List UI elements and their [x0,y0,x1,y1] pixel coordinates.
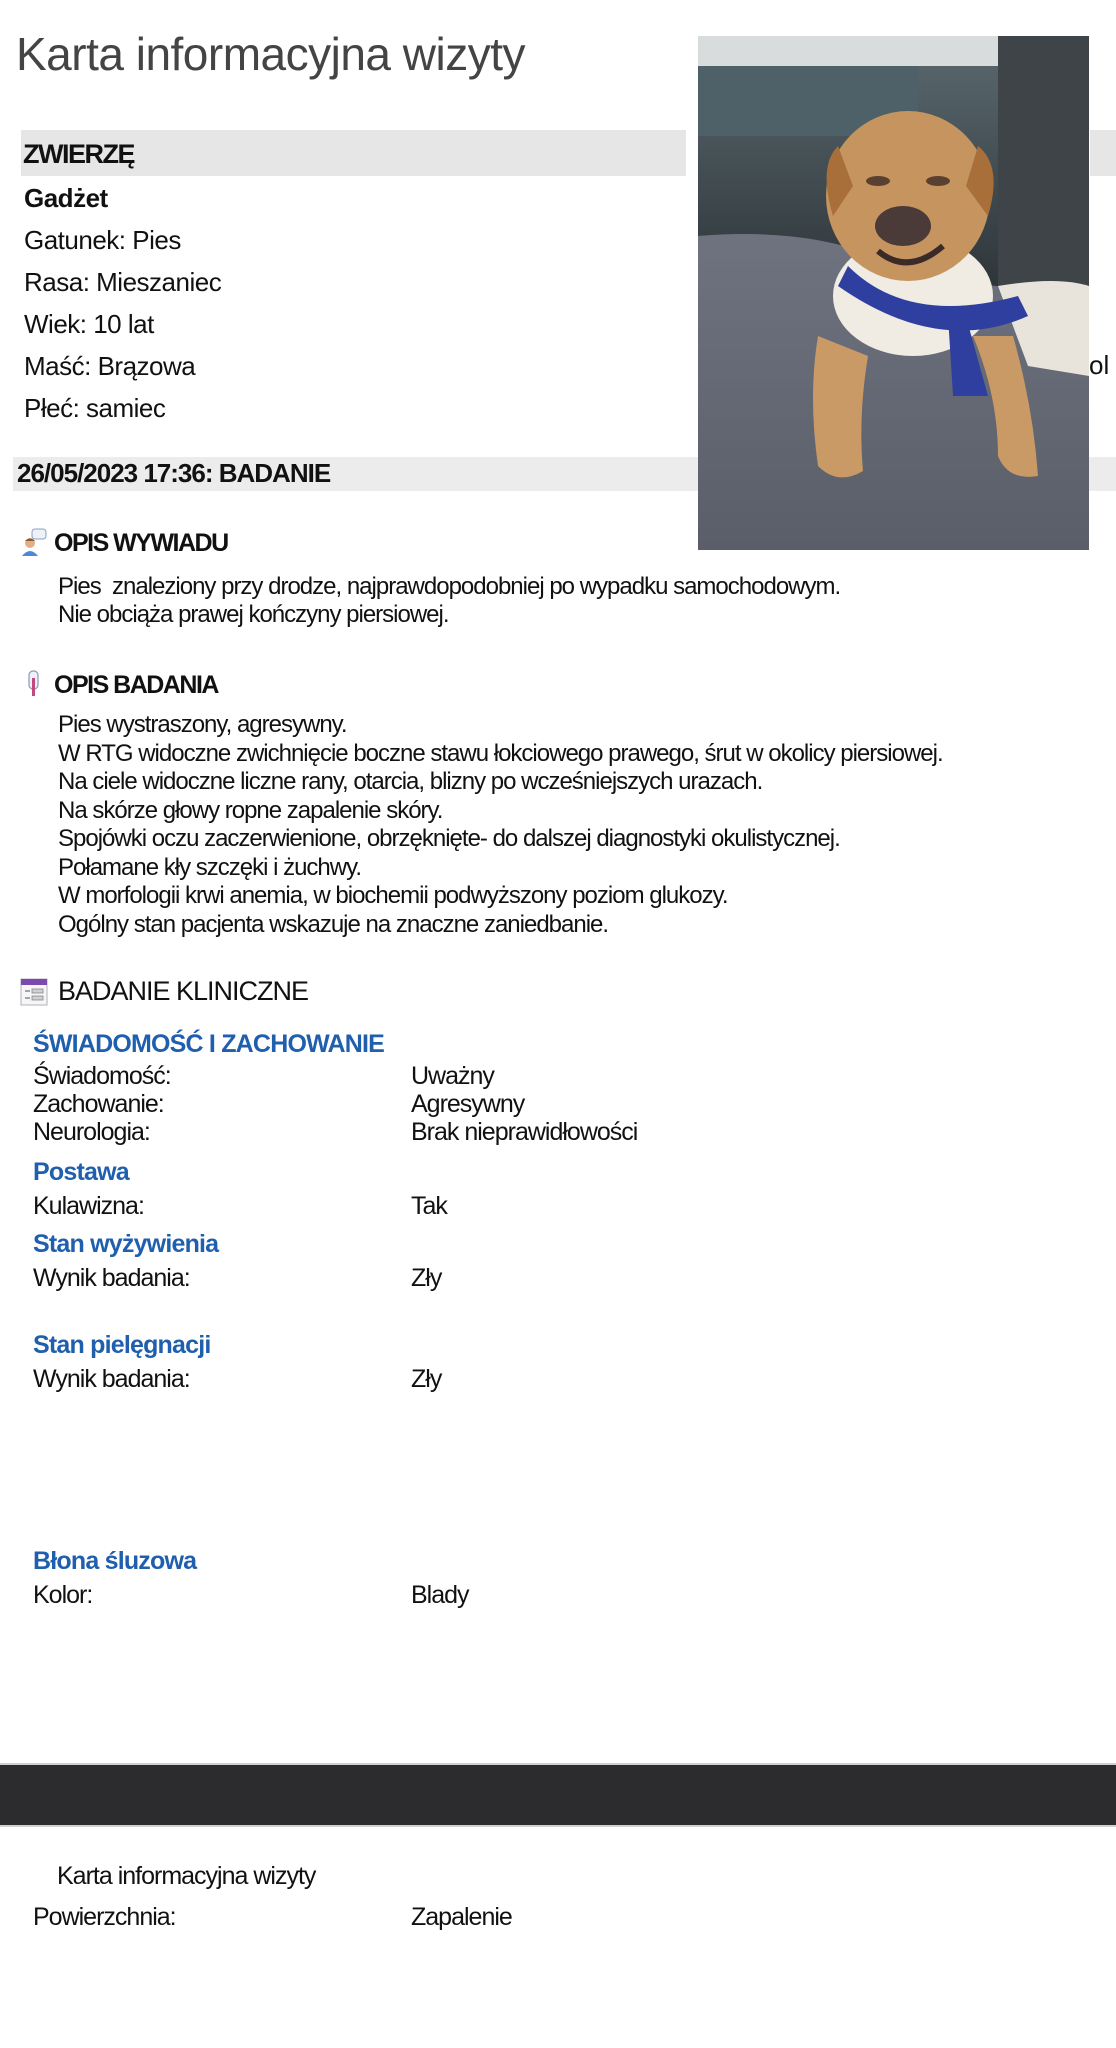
clinical-row-label: Neurologia: [33,1118,150,1146]
document-title: Karta informacyjna wizyty [16,28,525,80]
clinical-group-title: Stan pielęgnacji [33,1331,211,1359]
visit-header: 26/05/2023 17:36: BADANIE [17,458,331,488]
examination-section-header [20,670,218,700]
animal-age: Wiek: 10 lat [24,309,154,339]
thermometer-icon [20,670,48,700]
clinical-row-label: Powierzchnia: [33,1903,176,1931]
page2-header-title: Karta informacyjna wizyty [57,1862,316,1890]
animal-photo [698,36,1089,550]
examination-line: Na ciele widoczne liczne rany, otarcia, blizny po wcześniejszych urazach. [58,768,763,795]
clinical-row-value: Zły [411,1264,442,1292]
form-list-icon [20,977,48,1007]
partially-hidden-text: ol [1089,350,1110,380]
examination-line: Ogólny stan pacjenta wskazuje na znaczne zaniedbanie. [58,910,609,938]
interview-line: Pies znaleziony przy drodze, najprawdopodobniej po wypadku samochodowym. [58,573,841,600]
clinical-row-value: Brak nieprawidłowości [411,1118,638,1146]
animal-name: Gadżet [24,183,108,213]
clinical-row-label: Kolor: [33,1581,93,1609]
person-speech-icon [20,528,48,558]
clinical-row-label: Świadomość: [33,1062,171,1090]
examination-line: Spojówki oczu zaczerwienione, obrzęknięte- do dalszej diagnostyki okulistycznej. [58,825,840,852]
clinical-row-label: Wynik badania: [33,1365,190,1393]
interview-line: Nie obciąża prawej kończyny piersiowej. [58,601,449,628]
clinical-group-title: Błona śluzowa [33,1547,197,1575]
clinical-section-header [20,976,308,1007]
animal-section-label: ZWIERZĘ [23,139,134,169]
examination-line: Połamane kły szczęki i żuchwy. [58,853,361,881]
examination-heading: OPIS BADANIA [54,670,218,699]
animal-species: Gatunek: Pies [24,225,181,255]
examination-line: Na skórze głowy ropne zapalenie skóry. [58,796,443,824]
animal-sex: Płeć: samiec [24,393,166,423]
page-break-bar [0,1763,1116,1827]
clinical-row-label: Kulawizna: [33,1192,144,1220]
animal-coat: Maść: Brązowa [24,351,196,381]
clinical-row-value: Tak [411,1192,447,1220]
clinical-row-value: Uważny [411,1062,494,1090]
clinical-row-label: Zachowanie: [33,1090,164,1118]
clinical-group-title: Stan wyżywienia [33,1230,219,1258]
clinical-row-value: Agresywny [411,1090,525,1118]
animal-breed: Rasa: Mieszaniec [24,267,222,297]
examination-line: W RTG widoczne zwichnięcie boczne stawu łokciowego prawego, śrut w okolicy piersiowej. [58,739,943,767]
examination-line: W morfologii krwi anemia, w biochemii podwyższony poziom glukozy. [58,882,728,909]
interview-heading: OPIS WYWIADU [54,528,228,557]
clinical-row-value: Zapalenie [411,1903,512,1931]
clinical-group-title: Postawa [33,1158,129,1186]
clinical-group-title: ŚWIADOMOŚĆ I ZACHOWANIE [33,1030,385,1058]
dog-photo-icon [698,36,1089,550]
clinical-heading: BADANIE KLINICZNE [58,976,309,1006]
clinical-row-value: Blady [411,1581,469,1609]
animal-section-bar-right [1090,130,1116,176]
clinical-row-label: Wynik badania: [33,1264,190,1292]
interview-section-header [20,528,228,558]
clinical-row-value: Zły [411,1365,442,1393]
examination-line: Pies wystraszony, agresywny. [58,711,347,738]
